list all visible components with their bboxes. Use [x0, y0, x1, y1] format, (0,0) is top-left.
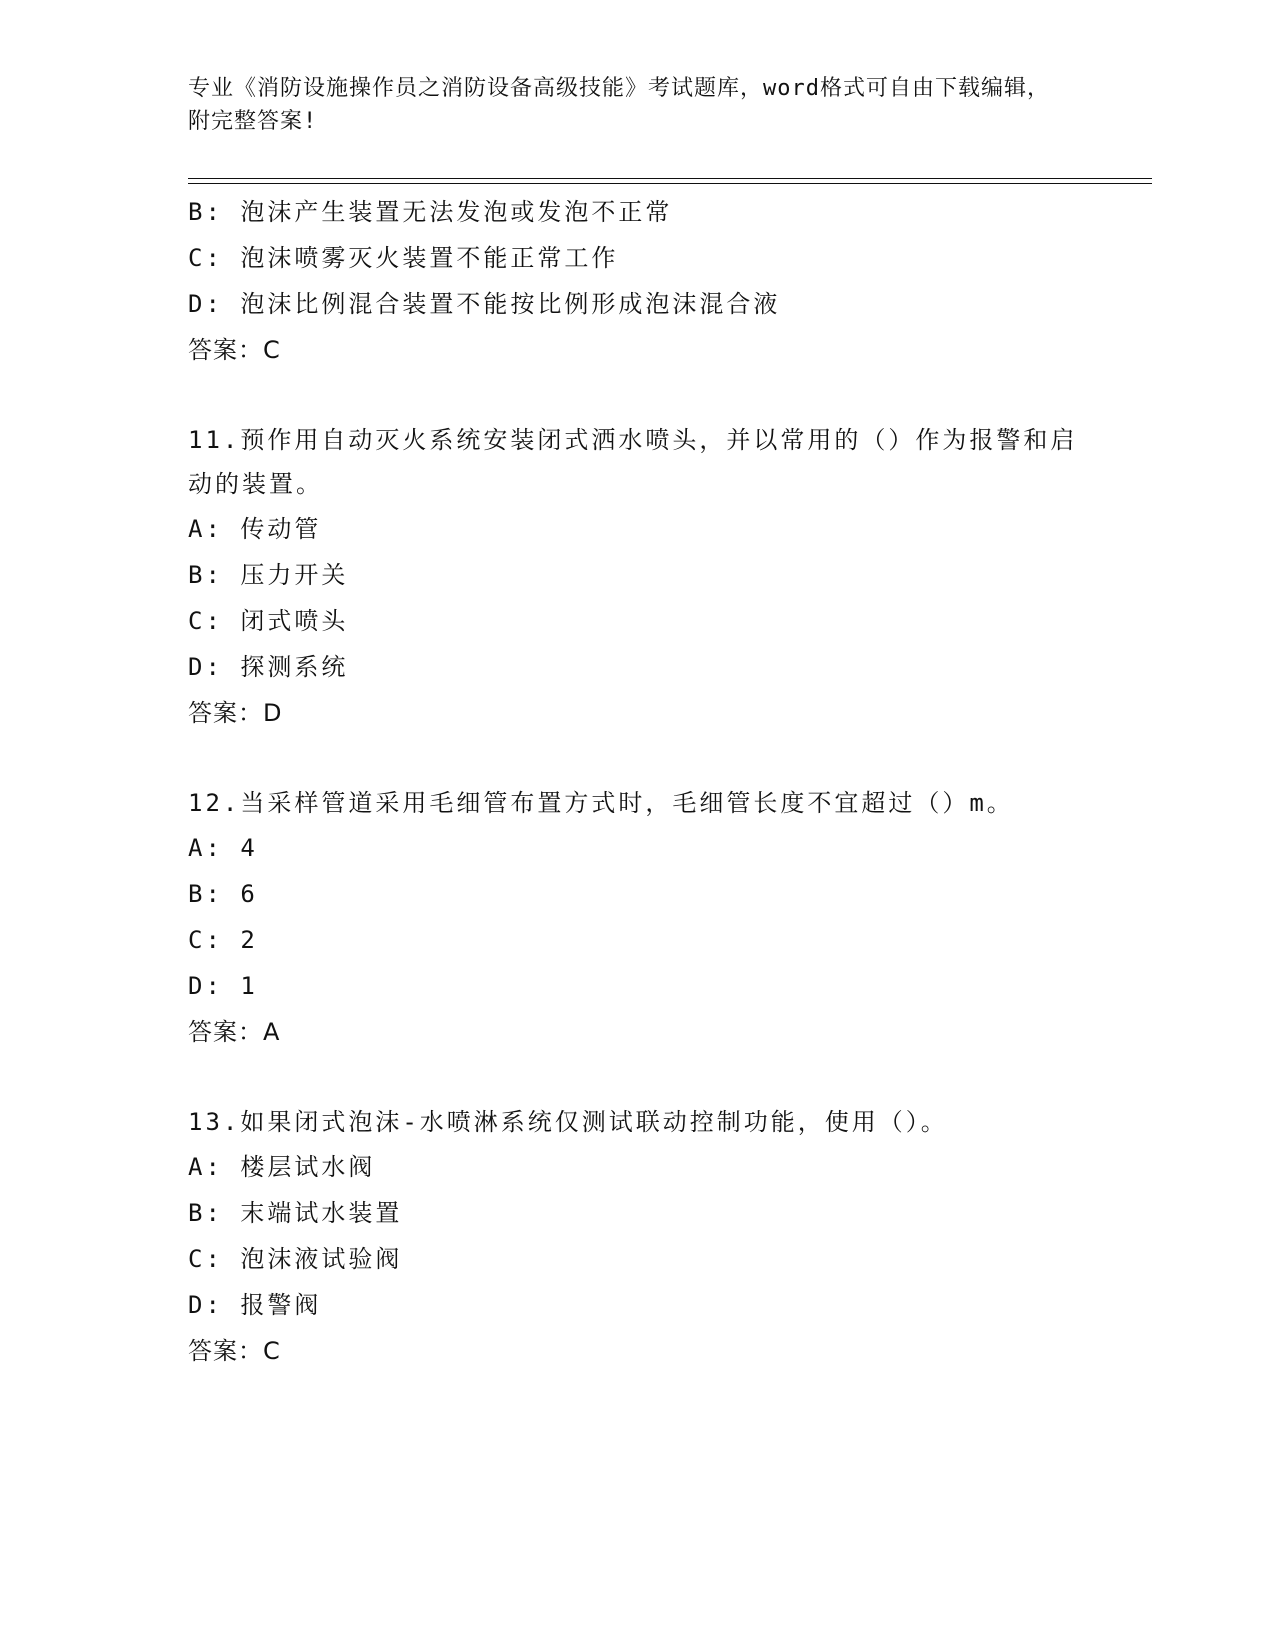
answer: 答案：C — [188, 336, 281, 364]
answer: 答案：A — [188, 1018, 281, 1046]
option-d: D: 探测系统 — [188, 653, 349, 681]
question-13 — [188, 1100, 1088, 1374]
header-divider-bottom — [188, 183, 1152, 184]
option-a: A: 楼层试水阀 — [188, 1153, 376, 1181]
option-b: B: 压力开关 — [188, 561, 349, 589]
option-d: D: 报警阀 — [188, 1291, 322, 1319]
option-b: B: 泡沫产生装置无法发泡或发泡不正常 — [188, 198, 673, 226]
header-divider-top — [188, 178, 1152, 179]
option-d: D: 1 — [188, 972, 258, 1000]
option-b: B: 6 — [188, 880, 258, 908]
document-header: 专业《消防设施操作员之消防设备高级技能》考试题库，word格式可自由下载编辑，附完整答案! — [188, 76, 1050, 134]
option-c: C: 闭式喷头 — [188, 607, 349, 635]
option-c: C: 2 — [188, 926, 258, 954]
question-10-continued — [188, 189, 1088, 373]
question-stem: 13.如果闭式泡沫-水喷淋系统仅测试联动控制功能，使用（）。 — [188, 1108, 948, 1136]
option-d: D: 泡沫比例混合装置不能按比例形成泡沫混合液 — [188, 290, 781, 318]
option-c: C: 泡沫液试验阀 — [188, 1245, 403, 1273]
question-stem: 12.当采样管道采用毛细管布置方式时，毛细管长度不宜超过（）m。 — [188, 789, 1014, 817]
answer: 答案：D — [188, 699, 283, 727]
question-12 — [188, 781, 1088, 1055]
option-b: B: 末端试水装置 — [188, 1199, 403, 1227]
option-a: A: 传动管 — [188, 515, 322, 543]
answer: 答案：C — [188, 1337, 281, 1365]
option-a: A: 4 — [188, 834, 258, 862]
question-stem: 11.预作用自动灭火系统安装闭式洒水喷头，并以常用的（）作为报警和启动的装置。 — [188, 426, 1078, 498]
question-list — [188, 189, 1088, 1374]
option-c: C: 泡沫喷雾灭火装置不能正常工作 — [188, 244, 619, 272]
question-11 — [188, 418, 1088, 736]
